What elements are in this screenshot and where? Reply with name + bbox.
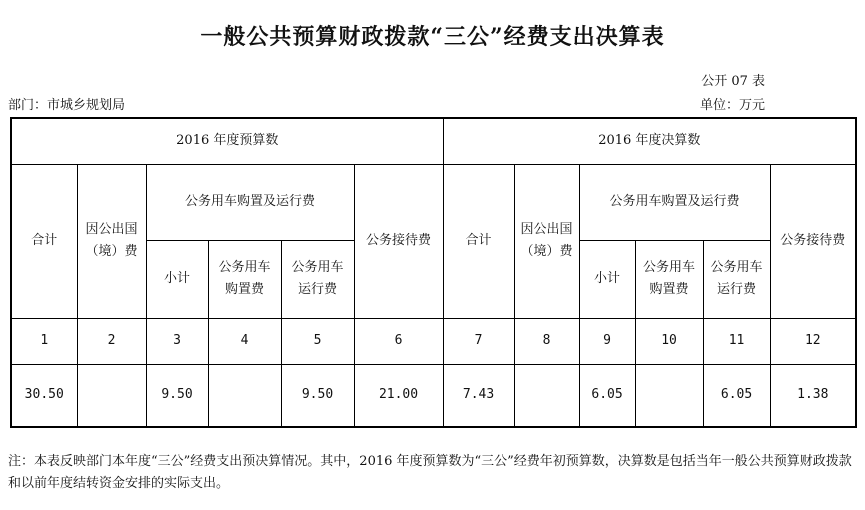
overseas-header-line1: 因公出国	[85, 222, 138, 237]
page-title: 一般公共预算财政拨款“三公”经费支出决算表	[200, 24, 665, 50]
budget-reception-header: 公务接待费	[354, 164, 443, 318]
column-number: 11	[703, 318, 770, 364]
budget-group-header: 2016 年度预算数	[11, 118, 443, 164]
column-number: 8	[514, 318, 579, 364]
purchase-header-line1: 公务用车	[643, 260, 696, 275]
column-number: 2	[77, 318, 146, 364]
final-running-value: 6.05	[703, 364, 770, 427]
final-purchase-header	[635, 240, 703, 318]
budget-vehicle-header: 公务用车购置及运行费	[146, 164, 354, 240]
running-header-line2: 运行费	[717, 282, 757, 297]
column-number: 12	[770, 318, 856, 364]
budget-running-header	[281, 240, 354, 318]
purchase-header-line2: 购置费	[649, 282, 689, 297]
form-number: 公开 07 表	[701, 74, 765, 89]
budget-subtotal-header: 小计	[146, 240, 208, 318]
final-purchase-value	[635, 364, 703, 427]
budget-purchase-header	[208, 240, 281, 318]
column-number: 4	[208, 318, 281, 364]
budget-overseas-header	[77, 164, 146, 318]
budget-total-value: 30.50	[11, 364, 77, 427]
column-number: 9	[579, 318, 635, 364]
final-reception-header: 公务接待费	[770, 164, 856, 318]
final-group-header: 2016 年度决算数	[443, 118, 856, 164]
unit-label: 单位：万元	[699, 98, 765, 113]
running-header-line1: 公务用车	[710, 260, 763, 275]
budget-running-value: 9.50	[281, 364, 354, 427]
final-reception-value: 1.38	[770, 364, 856, 427]
final-subtotal-header: 小计	[579, 240, 635, 318]
column-number: 6	[354, 318, 443, 364]
overseas-header-line2: （境）费	[85, 244, 138, 259]
overseas-header-line1: 因公出国	[520, 222, 573, 237]
column-number: 7	[443, 318, 514, 364]
footnote: 注：本表反映部门本年度“三公”经费支出预决算情况。其中，2016 年度预算数为“三公”经费年初预算数，决算数是包括当年一般公共预算财政拨款和以前年度结转资金安排的实际支出。	[8, 454, 852, 491]
budget-total-header: 合计	[11, 164, 77, 318]
purchase-header-line1: 公务用车	[218, 260, 271, 275]
purchase-header-line2: 购置费	[224, 282, 264, 297]
budget-reception-value: 21.00	[354, 364, 443, 427]
column-number: 1	[11, 318, 77, 364]
value-row	[11, 364, 856, 427]
final-running-header	[703, 240, 770, 318]
final-total-header: 合计	[443, 164, 514, 318]
final-total-value: 7.43	[443, 364, 514, 427]
final-overseas-header	[514, 164, 579, 318]
column-number: 10	[635, 318, 703, 364]
budget-overseas-value	[77, 364, 146, 427]
running-header-line2: 运行费	[297, 282, 337, 297]
budget-purchase-value	[208, 364, 281, 427]
column-number-row	[11, 318, 856, 364]
final-overseas-value	[514, 364, 579, 427]
overseas-header-line2: （境）费	[520, 244, 573, 259]
department-label: 部门：市城乡规划局	[8, 98, 126, 113]
expense-table	[10, 117, 857, 428]
final-subtotal-value: 6.05	[579, 364, 635, 427]
column-number: 3	[146, 318, 208, 364]
budget-subtotal-value: 9.50	[146, 364, 208, 427]
final-vehicle-header: 公务用车购置及运行费	[579, 164, 770, 240]
column-number: 5	[281, 318, 354, 364]
running-header-line1: 公务用车	[291, 260, 344, 275]
